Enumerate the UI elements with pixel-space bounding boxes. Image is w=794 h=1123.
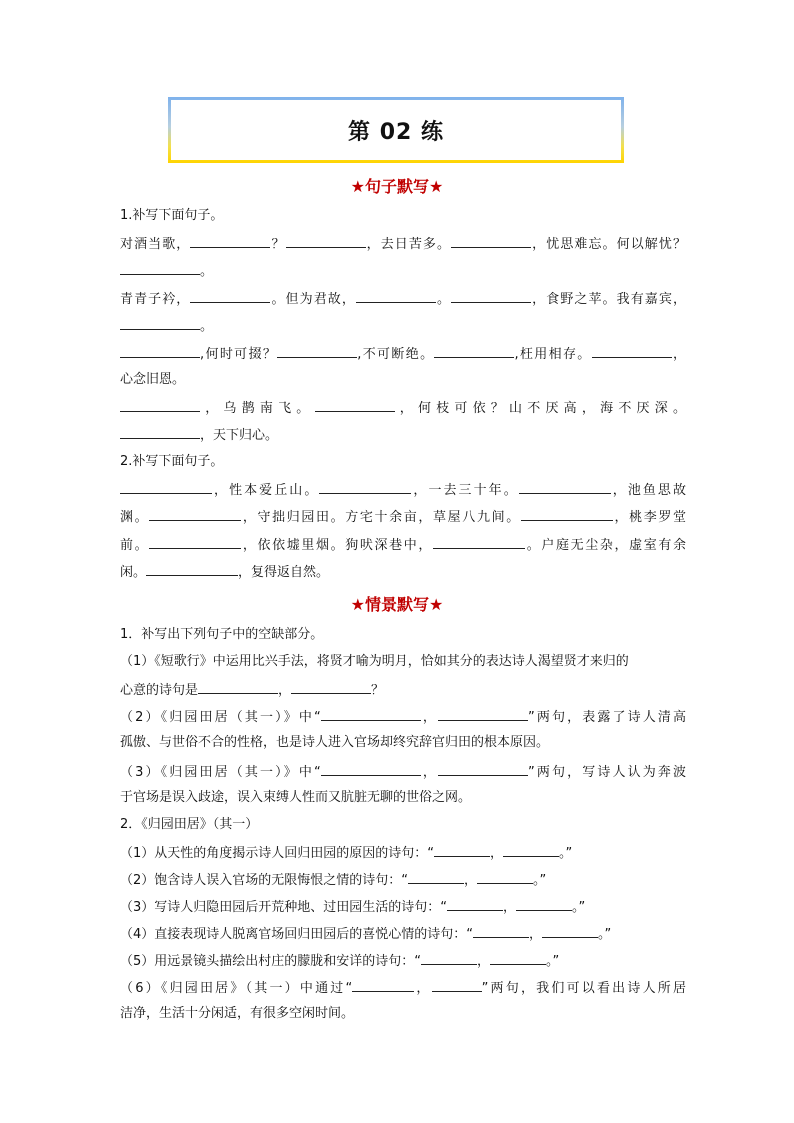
fill-line: （2）饱含诗人误入官场的无限悔恨之情的诗句：“ ， 。” (120, 870, 686, 890)
fill-line: ,何时可掇？ ,不可断绝。 ,枉用相存。 ， (120, 344, 686, 364)
answer-blank[interactable] (421, 951, 477, 965)
fill-line: 洁净，生活十分闲适，有很多空闲时间。 (120, 1006, 355, 1021)
answer-blank[interactable] (451, 234, 531, 248)
answer-blank[interactable] (503, 843, 559, 857)
answer-blank[interactable] (477, 870, 533, 884)
fill-line: 青青子衿， 。但为君故， 。 ，食野之苹。我有嘉宾， (120, 289, 686, 309)
answer-blank[interactable] (321, 762, 421, 776)
answer-blank[interactable] (473, 924, 529, 938)
answer-blank[interactable] (434, 843, 490, 857)
question-2-heading: 2.补写下面句子。 (120, 454, 224, 469)
fill-line: （4）直接表现诗人脱离官场回归田园后的喜悦心情的诗句：“ ， 。” (120, 924, 686, 944)
answer-blank[interactable] (315, 398, 395, 412)
fill-line: ，乌鹊南飞。 ，何枝可依？山不厌高，海不厌深。 (120, 398, 686, 418)
fill-line: 于官场是误入歧途，误入束缚人性而又肮脏无聊的世俗之网。 (120, 790, 472, 805)
section-heading-scenario: ★情景默写★ (350, 595, 444, 614)
answer-blank[interactable] (146, 562, 238, 576)
answer-blank[interactable] (286, 234, 366, 248)
page-title: 第 02 练 (348, 119, 444, 145)
answer-blank[interactable] (592, 344, 672, 358)
answer-blank[interactable] (120, 425, 200, 439)
fill-line: 。 (120, 316, 686, 336)
answer-blank[interactable] (120, 398, 200, 412)
question-2-heading: 2．《归园田居》（其一） (120, 817, 259, 832)
fill-line: （6）《归园田居》（其一）中通过“ ， ”两句，我们可以看出诗人所居 (120, 978, 686, 998)
fill-line: （1）《短歌行》中运用比兴手法，将贤才喻为明月，恰如其分的表达诗人渴望贤才来归的 (120, 654, 629, 669)
answer-blank[interactable] (356, 289, 436, 303)
answer-blank[interactable] (408, 870, 464, 884)
fill-line: （3）《归园田居（其一）》中“ ， ”两句，写诗人认为奔波 (120, 762, 686, 782)
fill-line: 前。 ，依依墟里烟。狗吠深巷中， 。户庭无尘杂，虚室有余 (120, 535, 686, 555)
fill-line: 孤傲、与世俗不合的性格，也是诗人进入官场却终究辞官归田的根本原因。 (120, 735, 550, 750)
fill-line: ，性本爱丘山。 ，一去三十年。 ，池鱼思故 (120, 480, 686, 500)
answer-blank[interactable] (120, 316, 200, 330)
answer-blank[interactable] (120, 344, 200, 358)
fill-line: 心念旧恩。 (120, 372, 186, 387)
answer-blank[interactable] (352, 978, 414, 992)
fill-line: 闲。 ，复得返自然。 (120, 562, 686, 582)
fill-line: （1）从天性的角度揭示诗人回归田园的原因的诗句：“ ， 。” (120, 843, 686, 863)
answer-blank[interactable] (438, 762, 528, 776)
title-box (168, 97, 624, 163)
answer-blank[interactable] (190, 234, 270, 248)
answer-blank[interactable] (516, 897, 572, 911)
answer-blank[interactable] (542, 924, 598, 938)
answer-blank[interactable] (438, 707, 528, 721)
answer-blank[interactable] (433, 535, 525, 549)
answer-blank[interactable] (291, 680, 371, 694)
answer-blank[interactable] (120, 480, 212, 494)
question-1-heading: 1.补写下面句子。 (120, 208, 224, 223)
answer-blank[interactable] (521, 507, 613, 521)
section-heading-sentences: ★句子默写★ (350, 177, 444, 196)
fill-line: 对酒当歌， ？ ，去日苦多。 ，忧思难忘。何以解忧？ (120, 234, 686, 254)
answer-blank[interactable] (451, 289, 531, 303)
answer-blank[interactable] (120, 261, 200, 275)
fill-line: 渊。 ，守拙归园田。方宅十余亩，草屋八九间。 ，桃李罗堂 (120, 507, 686, 527)
fill-line: ，天下归心。 (120, 425, 686, 445)
answer-blank[interactable] (319, 480, 411, 494)
answer-blank[interactable] (519, 480, 611, 494)
question-1-heading: 1．补写出下列句子中的空缺部分。 (120, 627, 324, 642)
answer-blank[interactable] (277, 344, 357, 358)
answer-blank[interactable] (321, 707, 421, 721)
fill-line: （3）写诗人归隐田园后开荒种地、过田园生活的诗句：“ ， 。” (120, 897, 686, 917)
answer-blank[interactable] (434, 344, 514, 358)
answer-blank[interactable] (447, 897, 503, 911)
fill-line: （2）《归园田居（其一）》中“ ， ”两句，表露了诗人清高 (120, 707, 686, 727)
answer-blank[interactable] (490, 951, 546, 965)
answer-blank[interactable] (432, 978, 482, 992)
fill-line: 心意的诗句是 ， ？ (120, 680, 686, 700)
answer-blank[interactable] (149, 535, 241, 549)
fill-line: （5）用远景镜头描绘出村庄的朦胧和安详的诗句：“ ， 。” (120, 951, 686, 971)
fill-line: 。 (120, 261, 686, 281)
answer-blank[interactable] (198, 680, 278, 694)
answer-blank[interactable] (190, 289, 270, 303)
answer-blank[interactable] (149, 507, 241, 521)
